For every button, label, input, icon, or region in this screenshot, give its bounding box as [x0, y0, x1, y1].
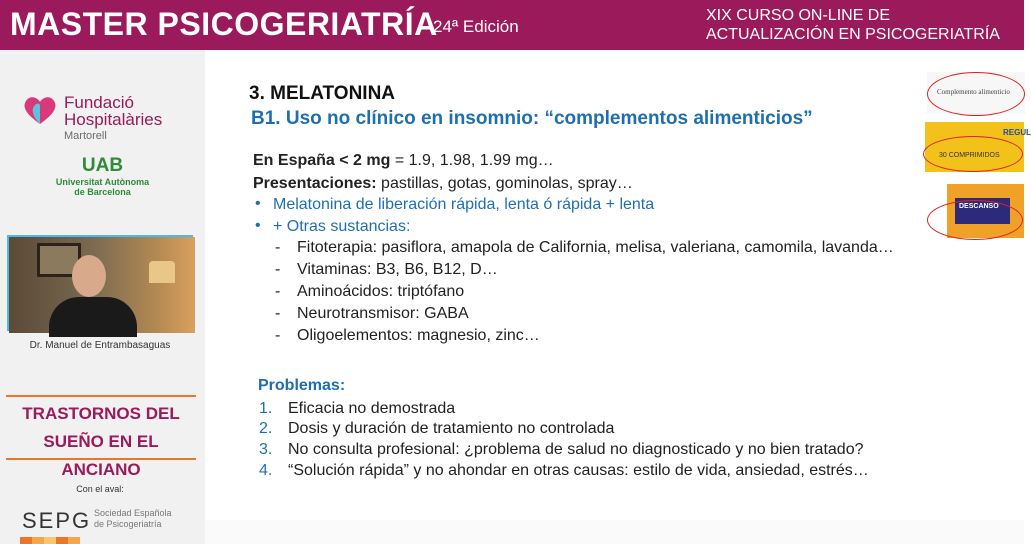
fundacio-hospitalaries-logo: [22, 94, 192, 154]
course-title: [706, 6, 1000, 44]
dash-icon: -: [275, 239, 281, 256]
uab-acronym: UAB: [81, 155, 124, 176]
edition-label: 24ª Edición: [433, 17, 519, 36]
problems-title: Problemas:: [258, 377, 346, 394]
sub-item: Neurotransmisor: GABA: [297, 305, 469, 322]
product-2-tag: REGUL: [1003, 128, 1031, 137]
topic-line-2: SUEÑO EN EL ANCIANO: [43, 432, 159, 479]
problem-text: “Solución rápida” y no ahondar en otras causas: estilo de vida, ansiedad, estrés…: [288, 462, 869, 479]
sidebar: [0, 50, 205, 544]
bottom-strip: [205, 520, 1024, 544]
sepg-line-2: de Psicogeriatría: [94, 519, 162, 529]
problem-number: 3.: [259, 441, 273, 458]
sub-item: Aminoácidos: triptófano: [297, 283, 465, 300]
uab-line-2: de Barcelona: [74, 187, 131, 197]
product-1-label: Complemento alimenticio: [937, 88, 1010, 96]
fundacio-text: [64, 94, 162, 142]
uab-line-1: Universitat Autònoma: [55, 177, 150, 187]
product-2-label: 30 COMPRIMIDOS: [939, 152, 1000, 159]
highlight-circle: [927, 72, 1025, 116]
bullet-icon: •: [255, 217, 261, 234]
sub-item: Vitaminas: B3, B6, B12, D…: [297, 261, 498, 278]
bullet-item: + Otras sustancias:: [273, 218, 411, 235]
dash-icon: -: [275, 327, 281, 344]
topic-box: [6, 395, 196, 479]
product-3-label: DESCANSO: [959, 203, 999, 210]
highlight-circle: [923, 136, 1023, 172]
sepg-fullname: [94, 508, 184, 530]
sepg-color-bar: [20, 537, 80, 544]
fh-line-2: Hospitalàries: [64, 110, 163, 129]
header-bar: [0, 0, 1024, 50]
problem-text: Dosis y duración de tratamiento no controlada: [288, 420, 615, 437]
fh-line-1: Fundació: [64, 93, 134, 112]
master-title: MASTER PSICOGERIATRÍA: [10, 6, 438, 42]
highlight-circle: [927, 200, 1023, 240]
speaker-name: Dr. Manuel de Entrambasaguas: [29, 340, 171, 351]
sub-item: Fitoterapia: pasiflora, amapola de California, melisa, valeriana, camomila, lavanda…: [297, 239, 894, 256]
sepg-acronym: SEPG: [22, 508, 92, 533]
presentations-bold: Presentaciones:: [253, 175, 377, 192]
speaker-head: [72, 255, 106, 297]
heart-logo-icon: [22, 94, 58, 126]
presentations-values: pastillas, gotas, gominolas, spray…: [376, 175, 633, 192]
slide-heading: 3. MELATONINA: [249, 83, 396, 104]
dash-icon: -: [275, 261, 281, 278]
uab-logo: [40, 155, 165, 197]
speaker-video: [7, 235, 193, 331]
speaker-body: [49, 297, 137, 337]
bullet-item: Melatonina de liberación rápida, lenta ó rápida + lenta: [273, 196, 655, 213]
problem-number: 4.: [259, 462, 273, 479]
presentations-line: [253, 175, 633, 193]
fh-line-3: Martorell: [64, 130, 107, 142]
aval-label: Con el aval:: [76, 484, 124, 494]
course-line-1: XIX CURSO ON-LINE DE: [706, 7, 891, 24]
spain-dose-bold: En España < 2 mg: [253, 152, 391, 169]
problem-text: Eficacia no demostrada: [288, 400, 456, 417]
sepg-line-1: Sociedad Española: [94, 508, 172, 518]
problem-number: 1.: [259, 400, 273, 417]
bullet-icon: •: [255, 195, 261, 212]
spain-dose-line: [253, 152, 554, 170]
lamp: [149, 261, 175, 283]
dash-icon: -: [275, 283, 281, 300]
problem-text: No consulta profesional: ¿problema de salud no diagnosticado y no bien tratado?: [288, 441, 864, 458]
course-line-2: ACTUALIZACIÓN EN PSICOGERIATRÍA: [706, 26, 1000, 43]
spain-dose-values: = 1.9, 1.98, 1.99 mg…: [390, 152, 554, 169]
slide-content: [205, 50, 1031, 520]
dash-icon: -: [275, 305, 281, 322]
topic-line-1: TRASTORNOS DEL: [22, 404, 180, 423]
sub-item: Oligoelementos: magnesio, zinc…: [297, 327, 540, 344]
slide-subheading: B1. Uso no clínico en insomnio: “complementos alimenticios”: [251, 108, 813, 129]
problem-number: 2.: [259, 420, 273, 437]
